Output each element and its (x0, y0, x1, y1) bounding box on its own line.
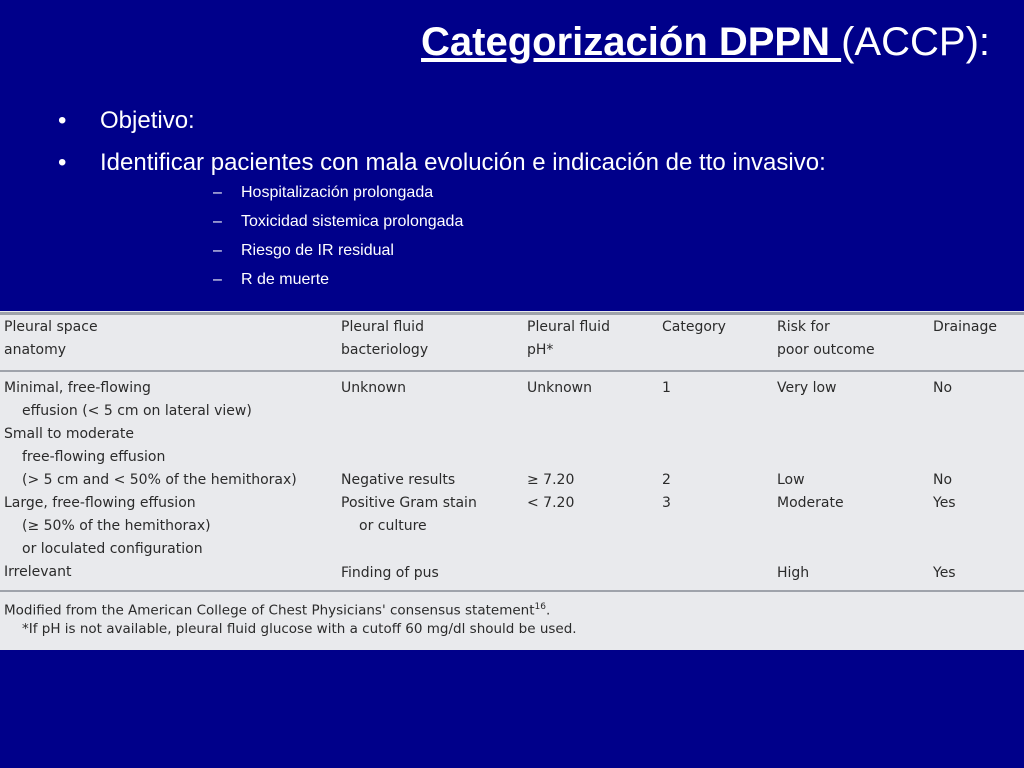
dash-icon: – (213, 242, 222, 259)
bacteriology-cell: Negative results (341, 472, 456, 488)
anatomy-line: (≥ 50% of the hemithorax) (22, 518, 211, 534)
categorization-table (0, 311, 1024, 650)
header-drainage (933, 316, 997, 339)
anatomy-line: Minimal, free-flowing (4, 380, 151, 396)
bullet-objetivo (58, 100, 1008, 142)
sub-bullet-item (213, 207, 463, 236)
slide-title (421, 18, 990, 66)
header-line: Pleural fluid (341, 319, 424, 335)
header-ph (527, 316, 610, 362)
table-bottom-rule (0, 590, 1024, 592)
bacteriology-line: Positive Gram stain (341, 495, 477, 511)
dash-icon: – (213, 213, 222, 230)
drainage-cell: No (933, 472, 953, 488)
sub-bullet-text: R de muerte (241, 271, 330, 288)
category-cell: 2 (662, 472, 671, 488)
footnote-ph: *If pH is not available, pleural fluid glucose with a cutoff 60 mg/dl should be used. (22, 621, 577, 637)
bullet-dot-icon: • (58, 149, 67, 176)
header-line: Pleural fluid (527, 319, 610, 335)
title-rest: (ACCP): (841, 20, 990, 64)
bacteriology-cell: Unknown (341, 380, 406, 396)
footnote-end: . (545, 602, 551, 619)
anatomy-line: effusion (< 5 cm on lateral view) (22, 403, 252, 419)
category-cell: 3 (662, 495, 671, 511)
header-bacteriology (341, 316, 428, 362)
header-line: bacteriology (341, 342, 429, 358)
ph-cell: ≥ 7.20 (527, 472, 575, 488)
header-line: pH* (527, 342, 554, 358)
header-anatomy (4, 316, 98, 362)
anatomy-line: Large, free-flowing effusion (4, 495, 196, 511)
footnote-ref: 16 (534, 602, 546, 612)
anatomy-line: free-flowing effusion (22, 449, 166, 465)
bacteriology-cell: Finding of pus (341, 565, 439, 581)
header-line: anatomy (4, 342, 67, 358)
bullet-text: Identificar pacientes con mala evolución e indicación de tto invasivo: (100, 149, 826, 176)
header-line: Drainage (933, 319, 997, 335)
bullet-identificar (58, 142, 1008, 184)
bullet-text: Objetivo: (100, 107, 195, 134)
footnote-source-text: Modified from the American College of Chest Physicians' consensus statement (4, 602, 535, 619)
risk-cell: Low (777, 472, 805, 488)
anatomy-line: Irrelevant (4, 564, 72, 580)
bullet-dot-icon: • (58, 107, 67, 134)
bacteriology-line: or culture (359, 518, 427, 534)
footnote-source (4, 597, 550, 622)
title-bold: Categorización DPPN (421, 20, 842, 64)
dash-icon: – (213, 184, 222, 201)
sub-bullet-text: Riesgo de IR residual (241, 242, 394, 259)
drainage-cell: Yes (933, 565, 956, 581)
sub-bullet-text: Hospitalización prolongada (241, 184, 434, 201)
anatomy-line: Small to moderate (4, 426, 134, 442)
header-risk (777, 316, 875, 362)
sub-bullet-item (213, 265, 463, 294)
header-line: Risk for (777, 319, 830, 335)
bacteriology-cell (341, 492, 477, 538)
sub-bullet-item (213, 236, 463, 265)
bullet-list (58, 100, 1008, 184)
table-header-rule (0, 370, 1024, 372)
anatomy-line: (> 5 cm and < 50% of the hemithorax) (22, 472, 297, 488)
table-top-rule (0, 312, 1024, 315)
anatomy-cell (4, 377, 297, 584)
sub-bullet-text: Toxicidad sistemica prolongada (241, 213, 464, 230)
header-category (662, 316, 726, 339)
risk-cell: High (777, 565, 810, 581)
ph-cell: Unknown (527, 380, 592, 396)
sub-bullet-item (213, 178, 463, 207)
header-line: Category (662, 319, 726, 335)
ph-cell: < 7.20 (527, 495, 575, 511)
header-line: poor outcome (777, 342, 875, 358)
drainage-cell: No (933, 380, 953, 396)
dash-icon: – (213, 271, 222, 288)
anatomy-line: or loculated configuration (22, 541, 203, 557)
risk-cell: Very low (777, 380, 837, 396)
category-cell: 1 (662, 380, 671, 396)
sub-bullet-list (213, 178, 463, 294)
drainage-cell: Yes (933, 495, 956, 511)
header-line: Pleural space (4, 319, 98, 335)
risk-cell: Moderate (777, 495, 844, 511)
